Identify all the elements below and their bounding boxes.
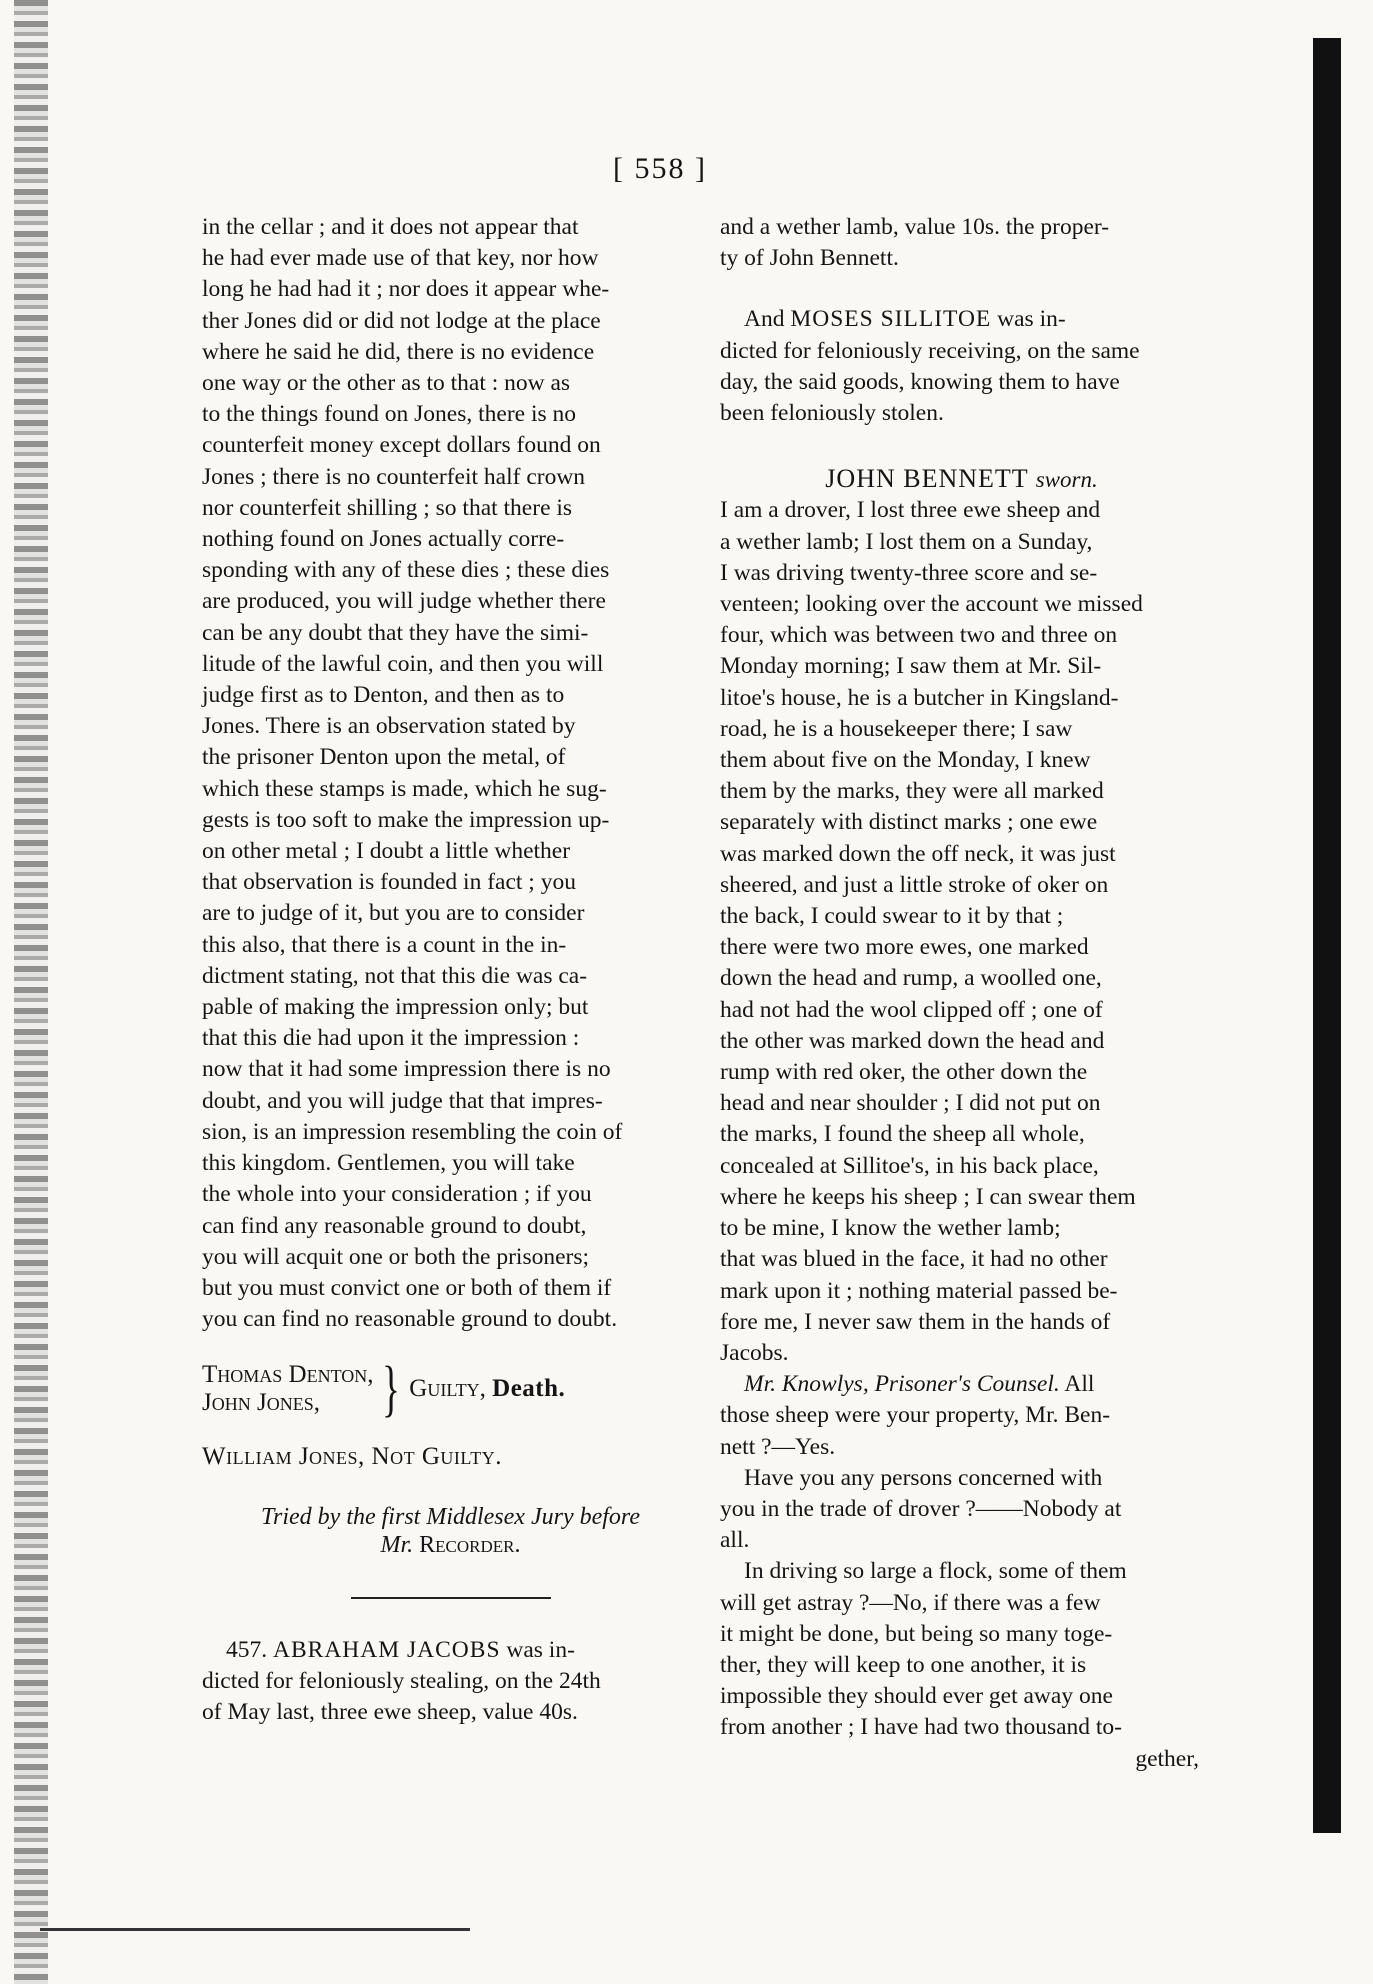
section-divider	[351, 1597, 551, 1599]
right-column	[720, 212, 1203, 1775]
question-3	[720, 1556, 1203, 1743]
left-column	[202, 212, 699, 1728]
defendant-denton: Thomas Denton,	[202, 1361, 374, 1389]
text-line: on other metal ; I doubt a little whether	[202, 838, 571, 865]
text-line: In driving so large a flock, some of them	[744, 1558, 1127, 1585]
text-line: sheered, and just a little stroke of oker on	[720, 871, 1109, 898]
text-line: road, he is a housekeeper there; I saw	[720, 715, 1073, 742]
text-line: there were two more ewes, one marked	[720, 934, 1089, 961]
text-line: it might be done, but being so many toge-	[720, 1620, 1113, 1647]
text-line: are to judge of it, but you are to consider	[202, 900, 585, 927]
text-line: now that it had some impression there is no	[202, 1056, 611, 1083]
moses-line-4: been feloniously stolen.	[720, 400, 944, 427]
defendant-jacobs: ABRAHAM JACOBS	[273, 1636, 501, 1663]
text-line: Jacobs.	[720, 1339, 789, 1366]
text-line: them about five on the Monday, I knew	[720, 747, 1091, 774]
text-line: the back, I could swear to it by that ;	[720, 903, 1064, 930]
text-line: Monday morning; I saw them at Mr. Sil-	[720, 653, 1102, 680]
text-line: can find any reasonable ground to doubt,	[202, 1212, 587, 1239]
text-line: this kingdom. Gentlemen, you will take	[202, 1150, 575, 1177]
text-line: that this die had upon it the impression :	[202, 1025, 580, 1052]
text-line: Jones ; there is no counterfeit half crown	[202, 463, 586, 490]
counsel-line	[720, 1369, 1203, 1400]
text-line: sion, is an impression resembling the coin of	[202, 1118, 623, 1145]
text-line: separately with distinct marks ; one ewe	[720, 809, 1098, 836]
tried-by-mr: Mr.	[380, 1531, 414, 1558]
text-line: he had ever made use of that key, nor how	[202, 245, 599, 272]
text-line: but you must convict one or both of them if	[202, 1274, 612, 1301]
text-line: litude of the lawful coin, and then you will	[202, 650, 604, 677]
text-line: impossible they should ever get away one	[720, 1683, 1113, 1710]
indictment-continuation	[720, 212, 1203, 274]
text-line: a wether lamb; I lost them on a Sunday,	[720, 528, 1093, 555]
text-line: dictment stating, not that this die was ca-	[202, 962, 588, 989]
moses-lead: And	[744, 306, 785, 333]
text-line: was marked down the off neck, it was just	[720, 840, 1116, 867]
tried-by-recorder: Recorder.	[419, 1531, 521, 1558]
verdict-death: Death.	[492, 1375, 566, 1403]
text-line: litoe's house, he is a butcher in Kingsland-	[720, 684, 1119, 711]
text-line: counterfeit money except dollars found on	[202, 432, 601, 459]
text-line: ther, they will keep to one another, it is	[720, 1651, 1087, 1678]
text-line: venteen; looking over the account we missed	[720, 591, 1143, 618]
text-line: this also, that there is a count in the in-	[202, 931, 567, 958]
page-binding-edge	[14, 0, 48, 1984]
case-457-line-1-rest: was in-	[506, 1636, 575, 1663]
text-line: long he had had it ; nor does it appear whe-	[202, 276, 610, 303]
text-line: can be any doubt that they have the simi-	[202, 619, 589, 646]
question-1	[720, 1400, 1203, 1462]
page-shadow-edge	[1313, 38, 1341, 1833]
case-457-line-1	[202, 1635, 699, 1666]
text-line: concealed at Sillitoe's, in his back place,	[720, 1152, 1099, 1179]
witness-testimony	[720, 495, 1203, 1369]
text-line: you can find no reasonable ground to doubt.	[202, 1306, 618, 1333]
text-line: those sheep were your property, Mr. Ben-	[720, 1402, 1111, 1429]
verdict-not-guilty: William Jones, Not Guilty.	[202, 1443, 502, 1471]
question-2	[720, 1463, 1203, 1557]
text-line: which these stamps is made, which he sug-	[202, 775, 607, 802]
text-line: down the head and rump, a woolled one,	[720, 965, 1102, 992]
text-line: judge first as to Denton, and then as to	[202, 682, 565, 709]
text-line: pable of making the impression only; but	[202, 994, 589, 1021]
case-457-line-3: of May last, three ewe sheep, value 40s.	[202, 1698, 578, 1725]
moses-line-1	[720, 304, 1203, 335]
summing-up-text	[202, 212, 699, 1335]
text-line: you will acquit one or both the prisoners;	[202, 1243, 590, 1270]
text-line: are produced, you will judge whether there	[202, 588, 606, 615]
page-number: [ 558 ]	[613, 152, 707, 185]
witness-sworn: sworn.	[1035, 467, 1098, 493]
text-line: them by the marks, they were all marked	[720, 778, 1104, 805]
text-line: to be mine, I know the wether lamb;	[720, 1215, 1061, 1242]
counsel-line-rest: All	[1064, 1371, 1095, 1398]
text-line: and a wether lamb, value 10s. the proper-	[720, 214, 1110, 240]
text-line: nothing found on Jones actually corre-	[202, 526, 565, 553]
text-line: nor counterfeit shilling ; so that there is	[202, 494, 573, 521]
text-line: to the things found on Jones, there is no	[202, 401, 577, 428]
moses-line-2: dicted for feloniously receiving, on the same	[720, 337, 1140, 364]
text-line: mark upon it ; nothing material passed be-	[720, 1277, 1118, 1304]
cross-examination	[720, 1369, 1203, 1775]
text-line: the whole into your consideration ; if you	[202, 1181, 592, 1208]
case-number: 457.	[226, 1636, 268, 1663]
text-line: from another ; I have had two thousand to-	[720, 1714, 1123, 1741]
verdict-brace: }	[381, 1355, 400, 1424]
text-line: that observation is founded in fact ; you	[202, 869, 576, 896]
text-line: doubt, and you will judge that that impres-	[202, 1087, 603, 1114]
text-line: will get astray ?—No, if there was a few	[720, 1589, 1101, 1616]
defendant-jones: John Jones,	[202, 1389, 320, 1417]
text-line: where he keeps his sheep ; I can swear them	[720, 1183, 1136, 1210]
moses-line-3: day, the said goods, knowing them to have	[720, 368, 1120, 395]
text-line: Have you any persons concerned with	[744, 1464, 1103, 1491]
verdict-guilty	[202, 1355, 699, 1424]
catchword: gether,	[1135, 1745, 1199, 1772]
text-line: rump with red oker, the other down the	[720, 1059, 1088, 1086]
verdict-result	[409, 1375, 565, 1403]
tried-by-line: Tried by the first Middlesex Jury before	[260, 1503, 641, 1530]
text-line: the prisoner Denton upon the metal, of	[202, 744, 566, 771]
verdict-guilty-word: Guilty,	[409, 1375, 486, 1403]
page-bottom-rule	[40, 1928, 470, 1931]
witness-name: JOHN BENNETT	[825, 464, 1029, 494]
text-line: in the cellar ; and it does not appear that	[202, 214, 579, 240]
text-line: that was blued in the face, it had no other	[720, 1246, 1108, 1273]
text-line: had not had the wool clipped off ; one of	[720, 996, 1103, 1023]
text-line: all.	[720, 1527, 750, 1554]
text-line: Jones. There is an observation stated by	[202, 713, 576, 740]
text-line: ther Jones did or did not lodge at the place	[202, 307, 601, 334]
case-457-opening	[202, 1635, 699, 1729]
text-line: the marks, I found the sheep all whole,	[720, 1121, 1085, 1148]
text-line: you in the trade of drover ?——Nobody at	[720, 1495, 1122, 1522]
text-line: nett ?—Yes.	[720, 1433, 836, 1460]
verdict-names	[202, 1361, 374, 1417]
text-line: where he said he did, there is no evidence	[202, 338, 595, 365]
witness-heading	[720, 463, 1203, 495]
text-line: gests is too soft to make the impression up-	[202, 806, 610, 833]
text-line: four, which was between two and three on	[720, 622, 1118, 649]
counsel-label: Mr. Knowlys, Prisoner's Counsel.	[744, 1371, 1060, 1398]
tried-by-note	[202, 1503, 699, 1559]
text-line: head and near shoulder ; I did not put on	[720, 1090, 1101, 1117]
case-457-line-2: dicted for feloniously stealing, on the 24th	[202, 1667, 601, 1694]
text-line: ty of John Bennett.	[720, 245, 899, 272]
text-line: I am a drover, I lost three ewe sheep and	[720, 497, 1101, 524]
text-line: fore me, I never saw them in the hands of	[720, 1308, 1111, 1335]
moses-sillitoe-indictment	[720, 304, 1203, 429]
defendant-sillitoe: MOSES SILLITOE	[790, 306, 992, 333]
text-line: I was driving twenty-three score and se-	[720, 559, 1098, 586]
text-line: sponding with any of these dies ; these dies	[202, 557, 610, 584]
text-line: the other was marked down the head and	[720, 1027, 1105, 1054]
moses-line-1-rest: was in-	[997, 306, 1066, 333]
text-line: one way or the other as to that : now as	[202, 370, 571, 397]
